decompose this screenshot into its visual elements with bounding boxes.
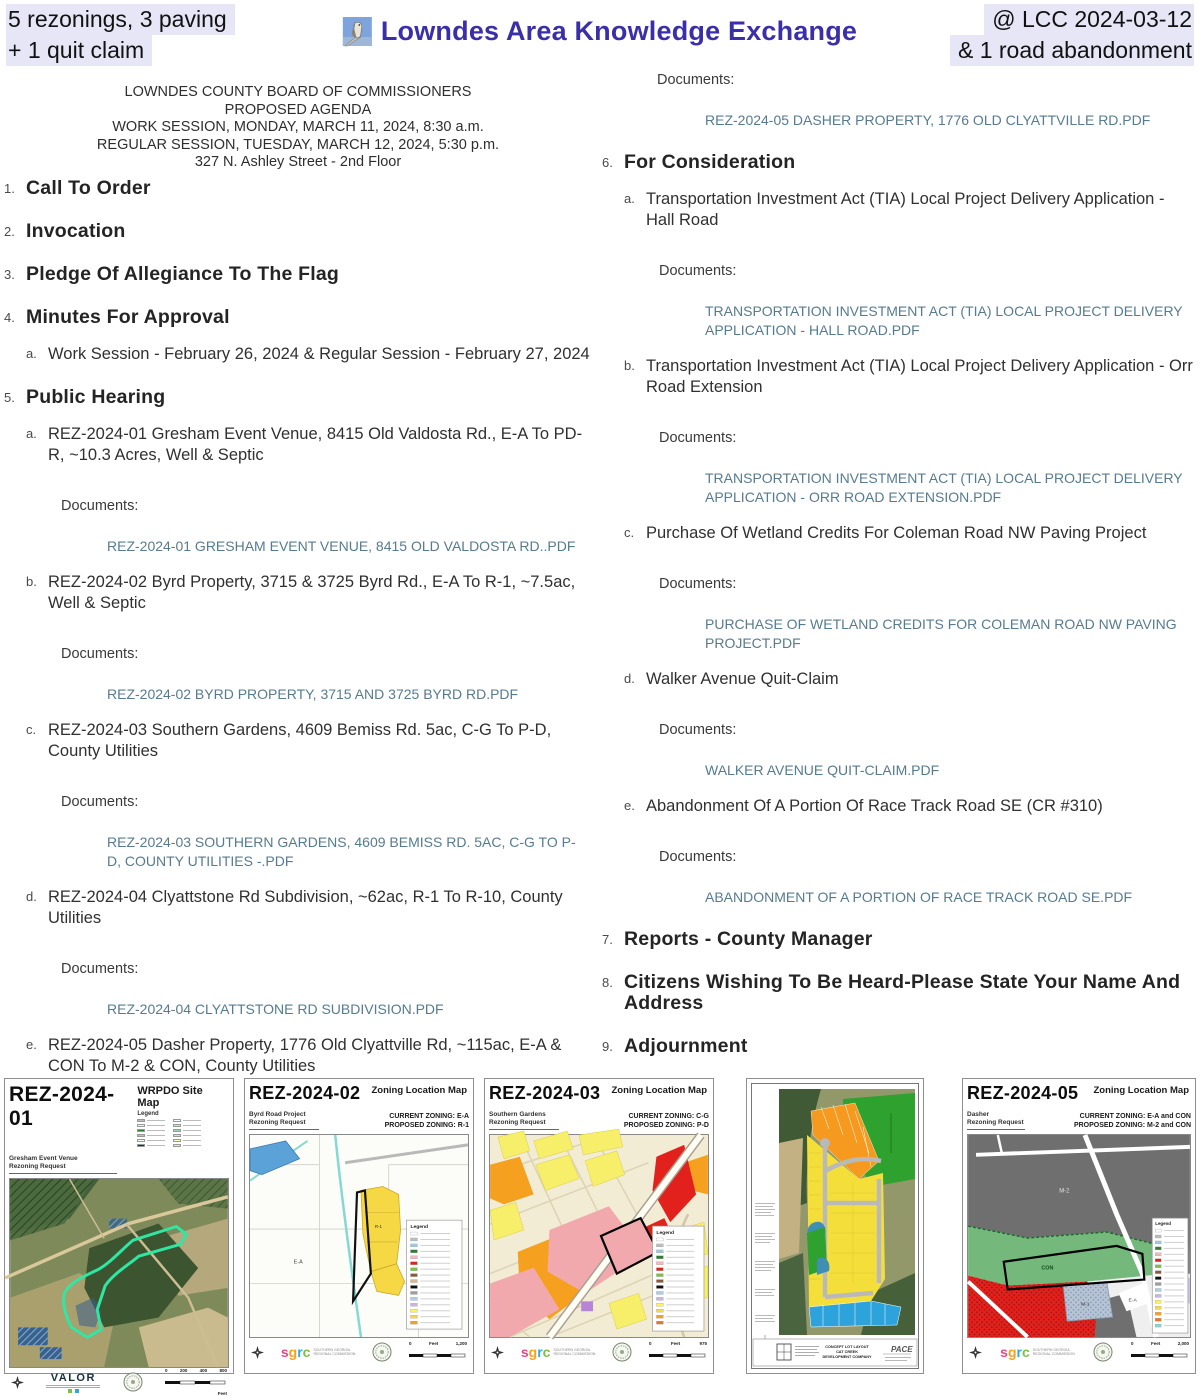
map3-request-line1: Southern Gardens [489, 1111, 546, 1118]
map3-current-zoning: CURRENT ZONING: C-G [628, 1113, 709, 1120]
item-title: Minutes For Approval [26, 305, 230, 328]
sub-letter: b. [26, 573, 37, 589]
map-thumbnail-rez-2024-01[interactable] [4, 1078, 234, 1396]
item-number: 9. [602, 1039, 613, 1054]
pdf-link-race-track-road[interactable]: ABANDONMENT OF A PORTION OF RACE TRACK ROAD SE.PDF [705, 889, 1133, 905]
item-title: Citizens Wishing To Be Heard-Please State Your Name And Address [624, 971, 1181, 1014]
map1-type: WRPDO Site Map [137, 1085, 203, 1109]
map3-proposed-zoning: PROPOSED ZONING: P-D [623, 1122, 709, 1129]
agenda-item-5b [26, 572, 592, 704]
agenda-item-6c [624, 523, 1196, 653]
pdf-link-walker-avenue[interactable]: WALKER AVENUE QUIT-CLAIM.PDF [705, 762, 940, 778]
agenda-title-line: WORK SESSION, MONDAY, MARCH 11, 2024, 8:30 a.m. [112, 119, 484, 135]
sub-text: REZ-2024-04 Clyattstone Rd Subdivision, ~62ac, R-1 To R-10, County Utilities [48, 887, 563, 927]
sub-text: Transportation Investment Act (TIA) Local Project Delivery Application - Hall Road [646, 190, 1165, 229]
svg-text:E-A: E-A [1128, 1298, 1137, 1304]
seal-icon [372, 1342, 392, 1362]
right-annotation-line2: & 1 road abandonment [950, 35, 1194, 66]
documents-label: Documents: [659, 263, 737, 279]
svg-text:CONCEPT LOT LAYOUT: CONCEPT LOT LAYOUT [825, 1345, 869, 1349]
map-thumbnail-concept-lot-layout[interactable] [746, 1078, 924, 1374]
svg-text:M-2: M-2 [1059, 1188, 1070, 1195]
agenda-item-5e [26, 1035, 592, 1077]
agenda-item-4a [26, 344, 592, 365]
agenda-item-1 [4, 178, 592, 199]
sub-letter: a. [624, 191, 635, 206]
sub-text: REZ-2024-02 Byrd Property, 3715 & 3725 Byrd Rd., E-A To R-1, ~7.5ac, Well & Septic [48, 572, 576, 612]
map5-title: REZ-2024-05 [967, 1083, 1079, 1103]
agenda-item-6 [602, 152, 1196, 173]
map1-scale-bar: 0 200 400 800 Feet [164, 1368, 227, 1396]
sub-letter: b. [624, 358, 635, 373]
map3-type: Zoning Location Map [611, 1085, 707, 1096]
svg-text:Legend: Legend [656, 1231, 674, 1237]
sub-letter: c. [26, 721, 37, 737]
svg-text:PACE: PACE [891, 1345, 913, 1354]
item-number: 4. [4, 309, 15, 325]
agenda-item-6e [624, 796, 1196, 907]
map3-request-line2: Rezoning Request [489, 1119, 546, 1126]
documents-label: Documents: [659, 849, 737, 865]
agenda-item-9 [602, 1036, 1196, 1057]
left-annotation-line2: + 1 quit claim [6, 35, 152, 66]
pdf-link-rez-2024-04[interactable]: REZ-2024-04 CLYATTSTONE RD SUBDIVISION.PDF [107, 1000, 444, 1017]
sub-text: Transportation Investment Act (TIA) Local Project Delivery Application - Orr Road Extension [646, 357, 1193, 396]
map1-title: REZ-2024-01 [9, 1083, 115, 1130]
map5-current-zoning: CURRENT ZONING: E-A and CON [1079, 1113, 1191, 1120]
agenda-item-7 [602, 929, 1196, 950]
map5-legend [1152, 1218, 1188, 1333]
documents-label: Documents: [61, 793, 139, 810]
agenda-title-line: 327 N. Ashley Street - 2nd Floor [194, 154, 402, 170]
map1-legend-title: Legend [137, 1111, 159, 1117]
sub-text: Abandonment Of A Portion Of Race Track Road SE (CR #310) [646, 797, 1103, 815]
item-title: For Consideration [624, 151, 796, 173]
agenda-item-6b [624, 356, 1196, 507]
valor-wordmark: VALOR [50, 1371, 96, 1384]
agenda-left-column [0, 66, 600, 1076]
item-number: 5. [4, 389, 15, 405]
item-number: 8. [602, 975, 613, 990]
map5-request-line1: Dasher [967, 1111, 990, 1118]
agenda-item-5c [26, 720, 592, 871]
pdf-link-rez-2024-05[interactable]: REZ-2024-05 DASHER PROPERTY, 1776 OLD CLYATTVILLE RD.PDF [705, 112, 1151, 128]
map5-scale-bar: 0 Feet 2,000 [1131, 1341, 1189, 1364]
map2-zoning-image [249, 1134, 469, 1338]
map2-legend [407, 1220, 462, 1329]
svg-text:R-1: R-1 [374, 1224, 382, 1230]
sub-letter: d. [624, 671, 635, 686]
compass-rose-icon [11, 1376, 24, 1389]
item-number: 7. [602, 932, 613, 947]
pdf-link-wetland-credits[interactable]: PURCHASE OF WETLAND CREDITS FOR COLEMAN ROAD NW PAVING PROJECT.PDF [705, 616, 1177, 651]
map2-type: Zoning Location Map [371, 1085, 467, 1096]
documents-label: Documents: [659, 722, 737, 738]
map5-proposed-zoning: PROPOSED ZONING: M-2 and CON [1073, 1122, 1191, 1129]
documents-label: Documents: [61, 497, 139, 514]
documents-label: Documents: [657, 72, 735, 88]
map5-zoning-image [967, 1134, 1191, 1338]
svg-text:CON: CON [1041, 1265, 1054, 1272]
map2-request-line2: Rezoning Request [249, 1119, 306, 1126]
compass-rose-icon [251, 1346, 264, 1359]
map-thumbnails-row [0, 1076, 1200, 1396]
sgrc-logo: sgrc SOUTHERN GEORGIA REGIONAL COMMISSION [280, 1344, 356, 1360]
sub-text: REZ-2024-05 Dasher Property, 1776 Old Clyattville Rd, ~115ac, E-A & CON To M-2 & CON, County Utilities [48, 1035, 562, 1075]
map4-site-plan-image [751, 1083, 919, 1369]
svg-text:Legend: Legend [1155, 1221, 1172, 1227]
sgrc-logo: sgrc SOUTHERN GEORGIA REGIONAL COMMISSION [520, 1344, 596, 1360]
map2-proposed-zoning: PROPOSED ZONING: R-1 [384, 1122, 469, 1129]
compass-rose-icon [491, 1346, 504, 1359]
item-number: 1. [4, 180, 15, 196]
agenda-right-column [600, 66, 1200, 1076]
sub-text: REZ-2024-03 Southern Gardens, 4609 Bemiss Rd. 5ac, C-G To P-D, County Utilities [48, 720, 552, 760]
map1-request-line2: Rezoning Request [9, 1163, 66, 1170]
item-number: 2. [4, 223, 15, 239]
item-title: Invocation [26, 219, 126, 242]
agenda-document [0, 66, 1200, 1076]
item-title: Adjournment [624, 1035, 748, 1057]
map-thumbnail-rez-2024-03[interactable] [484, 1078, 714, 1374]
map3-zoning-image [489, 1134, 709, 1338]
map-thumbnail-rez-2024-02[interactable] [244, 1078, 474, 1374]
agenda-item-8 [602, 972, 1196, 1014]
map2-title: REZ-2024-02 [249, 1083, 361, 1103]
map5-request-line2: Rezoning Request [967, 1119, 1024, 1126]
pdf-link-rez-2024-01[interactable]: REZ-2024-01 GRESHAM EVENT VENUE, 8415 OLD VALDOSTA RD..PDF [107, 537, 576, 554]
sub-text: Walker Avenue Quit-Claim [646, 670, 839, 688]
map3-scale-bar: 0 Feet 975 [649, 1341, 707, 1364]
right-annotation-line1: @ LCC 2024-03-12 [984, 4, 1194, 35]
sub-text: Purchase Of Wetland Credits For Coleman Road NW Paving Project [646, 524, 1147, 542]
left-annotation [6, 4, 235, 66]
documents-label: Documents: [659, 576, 737, 592]
sub-text: Work Session - February 26, 2024 & Regular Session - February 27, 2024 [48, 344, 590, 363]
sgrc-logo: sgrc SOUTHERN GEORGIA REGIONAL COMMISSION [1000, 1344, 1075, 1360]
right-annotation [950, 4, 1194, 66]
item-title: Reports - County Manager [624, 928, 873, 950]
svg-text:CAT CREEK: CAT CREEK [836, 1350, 858, 1354]
county-seal-icon [123, 1372, 143, 1392]
documents-label: Documents: [659, 430, 737, 446]
item-title: Public Hearing [26, 385, 166, 408]
pdf-link-tia-orr-road[interactable]: TRANSPORTATION INVESTMENT ACT (TIA) LOCAL PROJECT DELIVERY APPLICATION - ORR ROAD EXTENSION.PDF [705, 470, 1183, 505]
top-header [0, 0, 1200, 66]
map5-type: Zoning Location Map [1093, 1085, 1189, 1096]
seal-icon [612, 1342, 632, 1362]
map1-legend-swatches [137, 1118, 229, 1148]
documents-label: Documents: [61, 645, 139, 662]
agenda-item-6d [624, 669, 1196, 780]
map1-request-line1: Gresham Event Venue [9, 1155, 78, 1162]
map2-request-line1: Byrd Road Project [249, 1111, 306, 1118]
agenda-title-line: LOWNDES COUNTY BOARD OF COMMISSIONERS [124, 84, 472, 100]
sub-letter: c. [624, 525, 635, 540]
map2-scale-bar: 0 Feet 1,200 [409, 1341, 467, 1364]
item-number: 3. [4, 266, 15, 282]
svg-text:M-1: M-1 [1080, 1302, 1090, 1308]
pdf-link-rez-2024-02[interactable]: REZ-2024-02 BYRD PROPERTY, 3715 AND 3725 BYRD RD.PDF [107, 685, 519, 702]
agenda-item-5a [26, 424, 592, 556]
map2-current-zoning: CURRENT ZONING: E-A [389, 1113, 469, 1120]
map3-legend [652, 1226, 703, 1331]
site-logo-link[interactable] [343, 16, 857, 47]
sub-letter: e. [26, 1036, 37, 1052]
map3-title: REZ-2024-03 [489, 1083, 601, 1103]
svg-text:DEVELOPMENT COMPANY: DEVELOPMENT COMPANY [822, 1355, 872, 1359]
pdf-link-rez-2024-03[interactable]: REZ-2024-03 SOUTHERN GARDENS, 4609 BEMISS RD. 5AC, C-G TO P-D, COUNTY UTILITIES -.PDF [107, 833, 576, 869]
agenda-item-5 [4, 387, 592, 408]
documents-label: Documents: [61, 960, 139, 977]
item-title: Pledge Of Allegiance To The Flag [26, 262, 340, 285]
hawk-logo-icon [343, 17, 372, 46]
agenda-title-block [34, 84, 562, 172]
agenda-item-5d [26, 887, 592, 1019]
pdf-link-tia-hall-road[interactable]: TRANSPORTATION INVESTMENT ACT (TIA) LOCAL PROJECT DELIVERY APPLICATION - HALL ROAD.PDF [705, 303, 1183, 338]
left-annotation-line1: 5 rezonings, 3 paving [6, 4, 235, 35]
sub-letter: a. [26, 425, 37, 441]
site-title: Lowndes Area Knowledge Exchange [380, 16, 858, 46]
sub-letter: e. [624, 798, 635, 813]
valor-logo [46, 1372, 100, 1393]
item-title: Call To Order [26, 176, 151, 199]
svg-text:Legend: Legend [410, 1225, 429, 1231]
agenda-item-6a [624, 189, 1196, 340]
agenda-item-3 [4, 264, 592, 285]
agenda-title-line: PROPOSED AGENDA [224, 101, 372, 118]
sub-letter: d. [26, 888, 37, 904]
map-thumbnail-rez-2024-05[interactable] [962, 1078, 1196, 1374]
svg-text:E-A: E-A [293, 1259, 303, 1266]
seal-icon [1093, 1342, 1113, 1362]
sub-letter: a. [26, 345, 37, 361]
agenda-item-4 [4, 307, 592, 328]
compass-rose-icon [969, 1346, 982, 1359]
agenda-title-line: REGULAR SESSION, TUESDAY, MARCH 12, 2024, 5:30 p.m. [96, 136, 500, 153]
item-number: 6. [602, 155, 613, 170]
agenda-item-2 [4, 221, 592, 242]
map1-aerial-image [9, 1178, 229, 1368]
sub-text: REZ-2024-01 Gresham Event Venue, 8415 Old Valdosta Rd., E-A To PD-R, ~10.3 Acres, Well & Septic [48, 424, 583, 464]
